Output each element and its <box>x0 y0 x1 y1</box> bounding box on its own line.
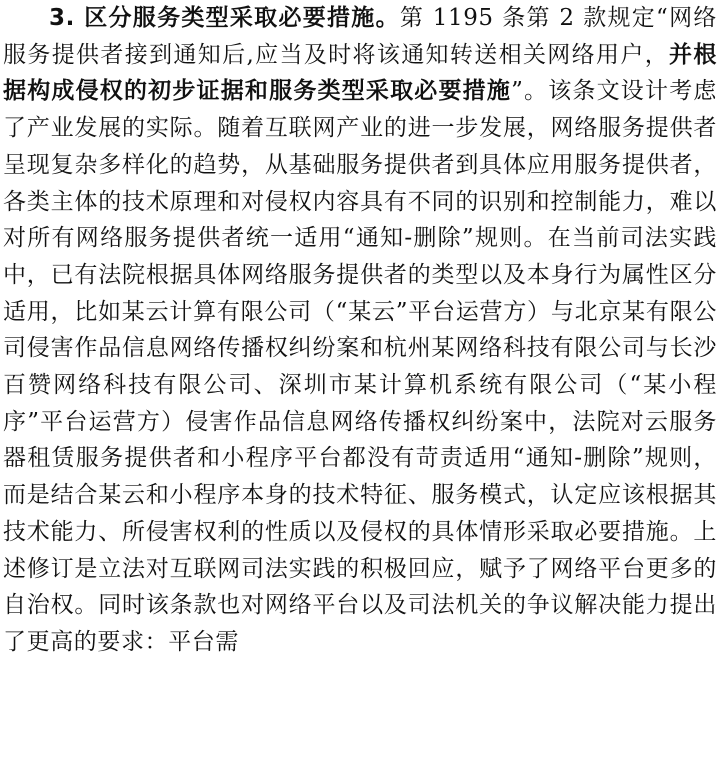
body-paragraph <box>3 0 717 661</box>
emphasized-clause: 并根据构成侵权的初步证据和服务类型采取必要措施 <box>3 41 717 105</box>
paragraph-body: ”。该条文设计考虑了产业发展的实际。随着互联网产业的进一步发展，网络服务提供者呈现复杂多样化的趋势，从基础服务提供者到具体应用服务提供者，各类主体的技术原理和对侵权内容具有不同的识别和控制能力，难以对所有网络服务提供者统一适用“通知-删除”规则。在当前司法实践中，已有法院根据具体网络服务提供者的类型以及本身行为属性区分适用，比如某云计算有限公司（“某云”平台运营方）与北京某有限公司侵害作品信息网络传播权纠纷案和杭州某网络科技有限公司与长沙百赞网络科技有限公司、深圳市某计算机系统有限公司（“某小程序”平台运营方）侵害作品信息网络传播权纠纷案中，法院对云服务器租赁服务提供者和小程序平台都没有苛责适用“通知-删除”规则，而是结合某云和小程序本身的技术特征、服务模式，认定应该根据其技术能力、所侵害权利的性质以及侵权的具体情形采取必要措施。上述修订是立法对互联网司法实践的积极回应，赋予了网络平台更多的自治权。同时该条款也对网络平台以及司法机关的争议解决能力提出了更高的要求：平台需 <box>3 78 717 655</box>
paragraph-intro: 第 1195 条第 2 款规定“网络服务提供者接到通知后,应当及时将该通知转送相关网络用户， <box>3 5 717 68</box>
section-heading: 3. 区分服务类型采取必要措施。 <box>49 5 400 31</box>
